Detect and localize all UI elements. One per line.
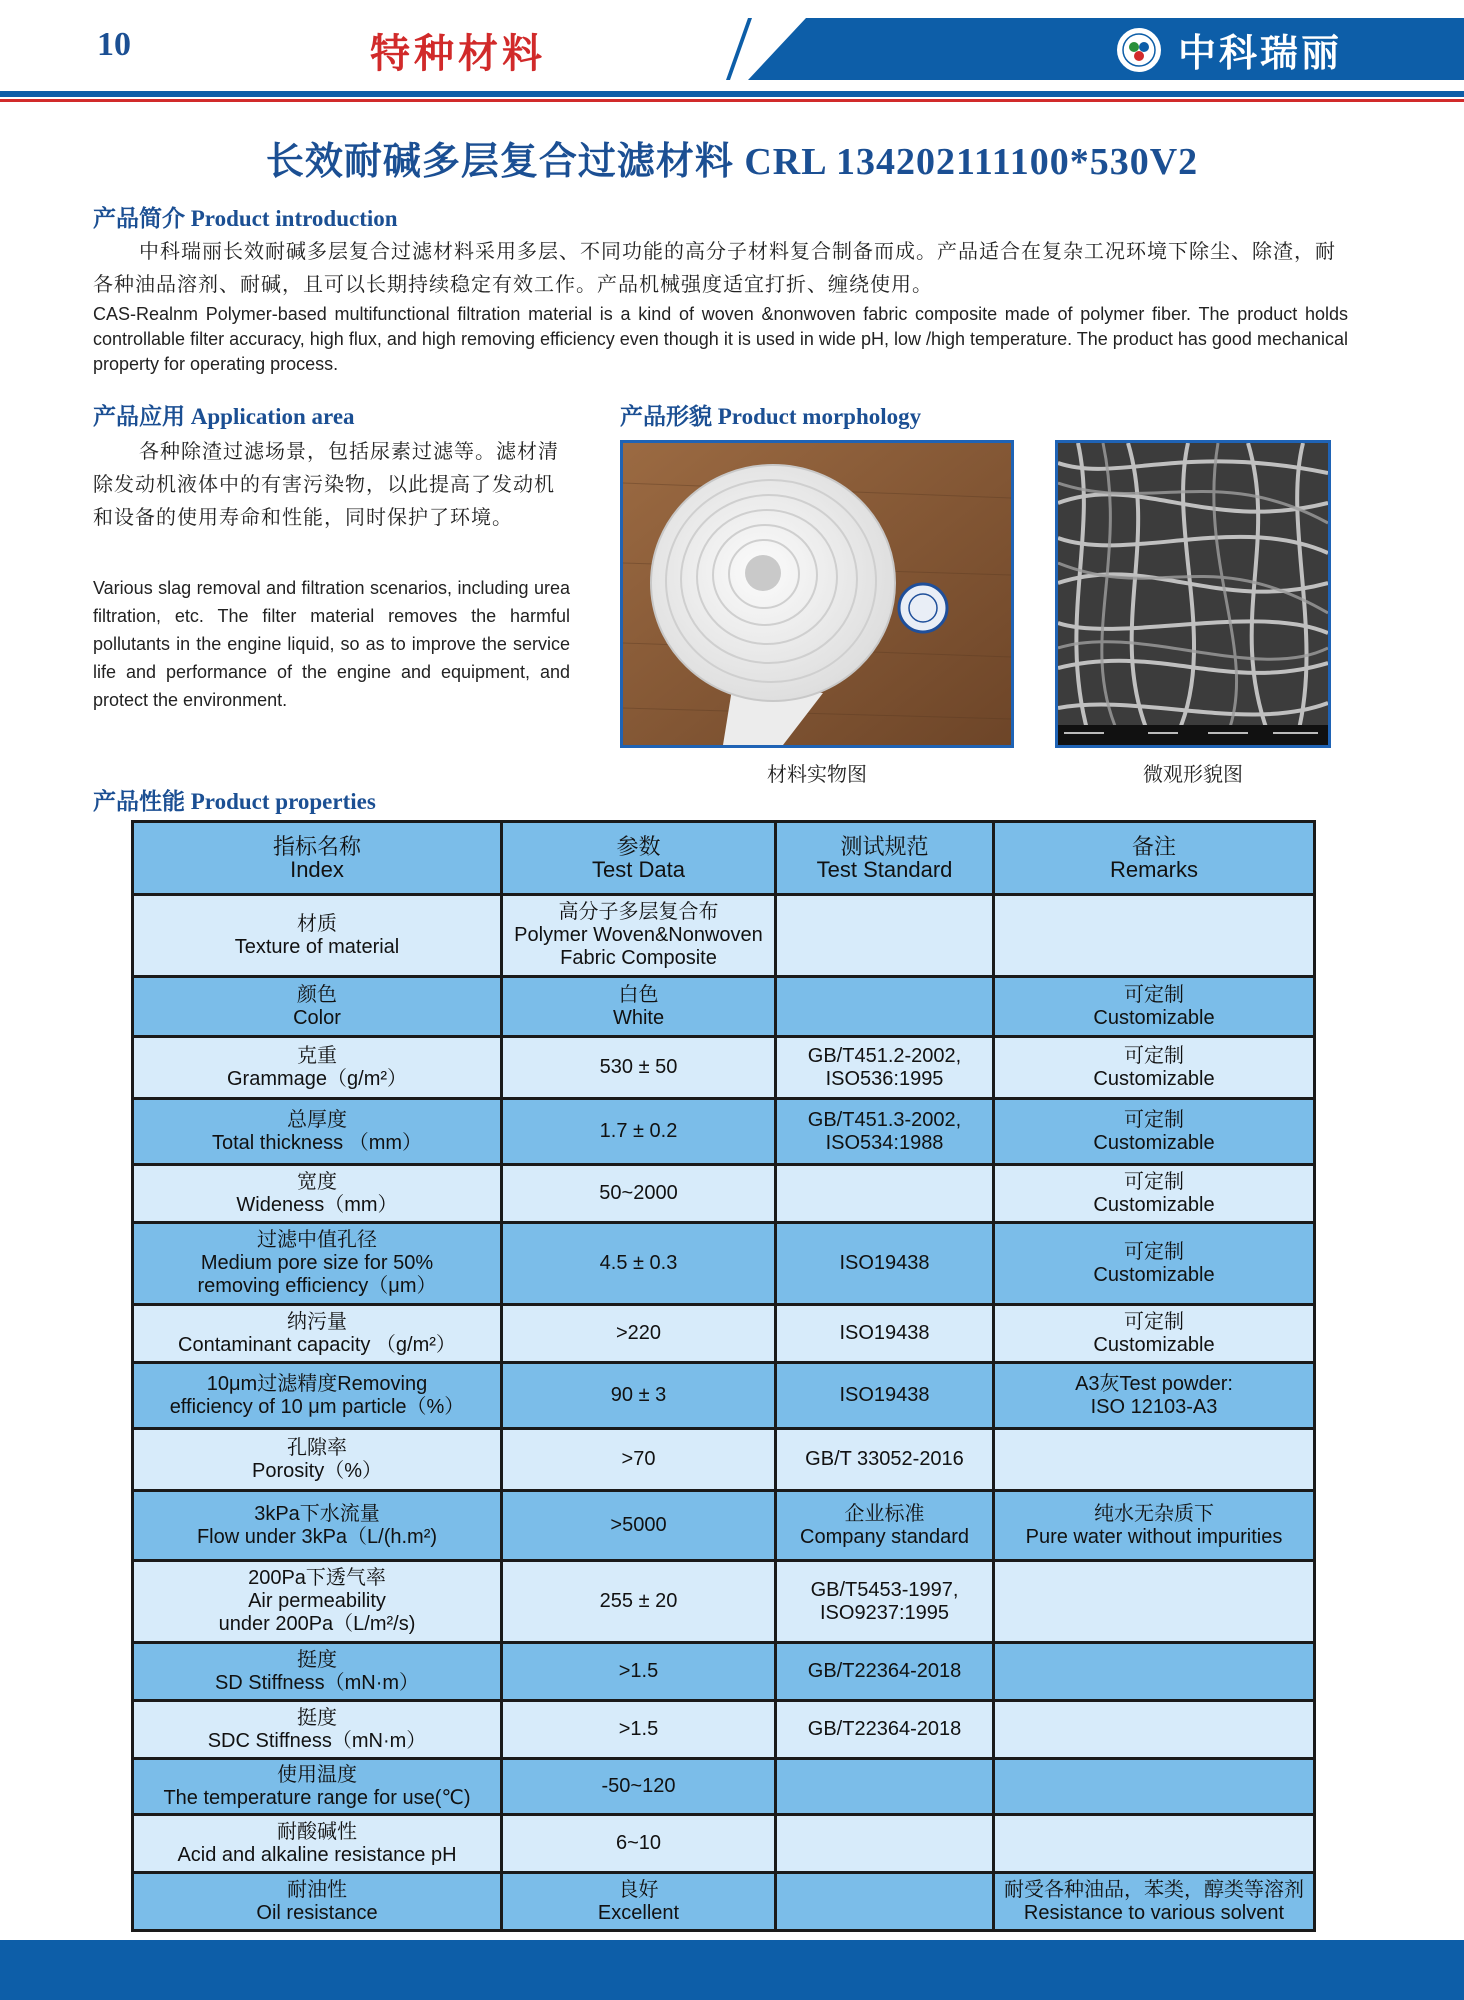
cell-line: 3kPa下水流量 xyxy=(254,1502,380,1525)
index-cell xyxy=(133,1561,502,1643)
application-text-cn: 各种除渣过滤场景，包括尿素过滤等。滤材清除发动机液体中的有害污染物，以此提高了发动机和设备的使用寿命和性能，同时保护了环境。 xyxy=(93,441,559,529)
cell-line: 530 ± 50 xyxy=(599,1056,678,1078)
remarks-cell xyxy=(994,1363,1315,1429)
remarks-cell xyxy=(994,1491,1315,1561)
table-header-row xyxy=(133,822,1315,895)
cell-line: GB/T22364-2018 xyxy=(807,1660,962,1682)
cell-line: 耐受各种油品，苯类，醇类等溶剂 xyxy=(1004,1878,1304,1901)
cell-line: Texture of material xyxy=(234,935,400,958)
intro-text-en: CAS-Realnm Polymer-based multifunctional filtration material is a kind of woven &nonwoven fabric composite made of polymer fiber. The product holds controllable filter accuracy, high flux, and high removing efficiency even though it is used in wide pH, low /high temperature. The product has good mechanical property for operating process. xyxy=(93,304,1348,374)
cell-line: >1.5 xyxy=(618,1660,659,1682)
cell-line: 可定制 xyxy=(1124,1108,1184,1131)
cell-line: 10μm过滤精度Removing xyxy=(206,1372,428,1395)
cell-line: Color xyxy=(293,1006,341,1029)
cell-line: The temperature range for use(℃) xyxy=(163,1786,471,1809)
cell-line: 可定制 xyxy=(1124,1240,1184,1263)
header-rule xyxy=(0,91,1464,97)
standard-cell xyxy=(776,1759,994,1815)
index-cell xyxy=(133,1037,502,1099)
table-row xyxy=(133,1815,1315,1873)
cell-line: Customizable xyxy=(1093,1193,1215,1216)
remarks-cell xyxy=(994,1561,1315,1643)
cell-line: Oil resistance xyxy=(256,1901,378,1924)
cell-line: Pure water without impurities xyxy=(1025,1525,1283,1548)
table-row xyxy=(133,1223,1315,1305)
cell-line: Air permeability xyxy=(248,1590,386,1612)
table-row xyxy=(133,1305,1315,1363)
cell-line: Medium pore size for 50% xyxy=(200,1252,434,1274)
cell-line: 1.7 ± 0.2 xyxy=(599,1120,678,1142)
cell-line: Porosity（%） xyxy=(251,1459,383,1482)
cell-line: >220 xyxy=(615,1322,662,1344)
table-row xyxy=(133,895,1315,977)
standard-cell xyxy=(776,1165,994,1223)
data-cell xyxy=(502,1643,776,1701)
standard-cell xyxy=(776,1429,994,1491)
remarks-cell xyxy=(994,1099,1315,1165)
cell-line: SD Stiffness（mN·m） xyxy=(214,1671,420,1694)
cell-line: 总厚度 xyxy=(287,1108,347,1131)
cell-line: -50~120 xyxy=(601,1775,676,1797)
cell-line: 纳污量 xyxy=(287,1310,347,1333)
header-rule-red xyxy=(0,99,1464,102)
data-cell xyxy=(502,1759,776,1815)
cell-line: Customizable xyxy=(1093,1006,1215,1029)
table-row xyxy=(133,1561,1315,1643)
table-row xyxy=(133,1165,1315,1223)
data-cell xyxy=(502,1873,776,1931)
table-row xyxy=(133,1363,1315,1429)
product-title: 长效耐碱多层复合过滤材料 CRL 134202111100*530V2 xyxy=(265,141,1199,183)
index-cell xyxy=(133,1363,502,1429)
remarks-cell xyxy=(994,1759,1315,1815)
standard-cell xyxy=(776,1099,994,1165)
cell-line: SDC Stiffness（mN·m） xyxy=(207,1729,427,1752)
cell-line: 孔隙率 xyxy=(287,1436,347,1459)
cell-line: GB/T5453-1997, xyxy=(810,1578,959,1601)
standard-cell xyxy=(776,1305,994,1363)
table-row xyxy=(133,1643,1315,1701)
cell-line: White xyxy=(612,1006,665,1029)
data-cell xyxy=(502,1815,776,1873)
cell-line: 耐油性 xyxy=(287,1878,347,1901)
cell-line: 白色 xyxy=(618,983,659,1006)
index-cell xyxy=(133,1643,502,1701)
cell-line: 200Pa下透气率 xyxy=(248,1567,386,1589)
cell-line: Grammage（g/m²） xyxy=(226,1067,408,1090)
remarks-cell xyxy=(994,1429,1315,1491)
cell-line: 高分子多层复合布 xyxy=(558,901,719,923)
cell-line: GB/T 33052-2016 xyxy=(805,1448,964,1470)
cell-line: Acid and alkaline resistance pH xyxy=(177,1843,457,1866)
brand-logo-icon xyxy=(1114,25,1164,75)
intro-heading: 产品简介 Product introduction xyxy=(93,206,398,231)
remarks-cell xyxy=(994,1223,1315,1305)
properties-table xyxy=(131,820,1316,1932)
brand-name: 中科瑞丽 xyxy=(1178,33,1343,75)
remarks-cell xyxy=(994,1305,1315,1363)
cell-line: 良好 xyxy=(618,1878,659,1901)
cell-line: >5000 xyxy=(610,1514,667,1536)
standard-cell xyxy=(776,1643,994,1701)
cell-line: ISO19438 xyxy=(839,1252,930,1274)
cell-line: 材质 xyxy=(297,912,337,935)
index-cell xyxy=(133,1099,502,1165)
column-header: 测试规范 Test Standard xyxy=(776,822,994,895)
cell-line: Fabric Composite xyxy=(560,947,717,969)
footer-bar xyxy=(0,1940,1464,2000)
cell-line: 宽度 xyxy=(297,1170,337,1193)
cell-line: Polymer Woven&Nonwoven xyxy=(514,924,763,946)
cell-line: 颜色 xyxy=(297,983,337,1006)
data-cell xyxy=(502,1491,776,1561)
cell-line: 耐酸碱性 xyxy=(277,1820,357,1843)
application-text-en: Various slag removal and filtration scenarios, including urea filtration, etc. The filter material removes the harmful pollutants in the engine liquid, so as to improve the service life and performance of the engine and equipment, and protect the environment. xyxy=(93,578,570,710)
data-cell xyxy=(502,895,776,977)
product-photo xyxy=(620,440,1014,748)
cell-line: Total thickness （mm） xyxy=(211,1131,423,1154)
morphology-heading: 产品形貌 Product morphology xyxy=(620,404,922,429)
cell-line: Flow under 3kPa（L/(h.m²) xyxy=(196,1525,438,1548)
standard-cell xyxy=(776,1363,994,1429)
cell-line: ISO19438 xyxy=(839,1322,930,1344)
index-cell xyxy=(133,895,502,977)
table-row xyxy=(133,1759,1315,1815)
table-row xyxy=(133,977,1315,1037)
cell-line: 4.5 ± 0.3 xyxy=(599,1252,678,1274)
index-cell xyxy=(133,1491,502,1561)
remarks-cell xyxy=(994,1815,1315,1873)
standard-cell xyxy=(776,1701,994,1759)
standard-cell xyxy=(776,977,994,1037)
index-cell xyxy=(133,1759,502,1815)
cell-line: 50~2000 xyxy=(599,1182,678,1204)
cell-line: ISO9237:1995 xyxy=(820,1601,949,1624)
remarks-cell xyxy=(994,1643,1315,1701)
table-row xyxy=(133,1099,1315,1165)
cell-line: ISO534:1988 xyxy=(825,1131,944,1154)
table-row xyxy=(133,1429,1315,1491)
column-header: 备注 Remarks xyxy=(994,822,1315,895)
table-row xyxy=(133,1873,1315,1931)
photo-caption: 材料实物图 xyxy=(767,764,867,786)
index-cell xyxy=(133,1701,502,1759)
standard-cell xyxy=(776,1223,994,1305)
standard-cell xyxy=(776,1037,994,1099)
index-cell xyxy=(133,1873,502,1931)
cell-line: Contaminant capacity （g/m²） xyxy=(178,1333,456,1356)
cell-line: ISO 12103-A3 xyxy=(1090,1395,1218,1418)
data-cell xyxy=(502,1561,776,1643)
data-cell xyxy=(502,1037,776,1099)
data-cell xyxy=(502,1363,776,1429)
index-cell xyxy=(133,1815,502,1873)
index-cell xyxy=(133,1305,502,1363)
column-header: 指标名称 Index xyxy=(133,822,502,895)
data-cell xyxy=(502,1701,776,1759)
data-cell xyxy=(502,1429,776,1491)
sem-image xyxy=(1055,440,1331,748)
cell-line: Company standard xyxy=(800,1525,969,1548)
cell-line: efficiency of 10 μm particle（%） xyxy=(169,1395,465,1418)
data-cell xyxy=(502,1305,776,1363)
data-cell xyxy=(502,1165,776,1223)
cell-line: Customizable xyxy=(1093,1263,1215,1286)
index-cell xyxy=(133,1223,502,1305)
cell-line: 企业标准 xyxy=(844,1502,925,1525)
cell-line: GB/T451.3-2002, xyxy=(807,1108,962,1131)
remarks-cell xyxy=(994,1165,1315,1223)
column-header: 参数 Test Data xyxy=(502,822,776,895)
cell-line: 挺度 xyxy=(297,1648,337,1671)
cell-line: 克重 xyxy=(297,1044,337,1067)
cell-line: under 200Pa（L/m²/s) xyxy=(218,1613,416,1635)
properties-heading: 产品性能 Product properties xyxy=(93,789,376,814)
table-row xyxy=(133,1037,1315,1099)
cell-line: 可定制 xyxy=(1124,1044,1184,1067)
table-row xyxy=(133,1701,1315,1759)
cell-line: 可定制 xyxy=(1124,1170,1184,1193)
data-cell xyxy=(502,977,776,1037)
data-cell xyxy=(502,1223,776,1305)
standard-cell xyxy=(776,1815,994,1873)
page-number: 10 xyxy=(97,26,131,63)
cell-line: ISO536:1995 xyxy=(825,1067,944,1090)
table-row xyxy=(133,1491,1315,1561)
cell-line: 过滤中值孔径 xyxy=(257,1229,377,1251)
cell-line: 6~10 xyxy=(615,1832,662,1854)
cell-line: Wideness（mm） xyxy=(236,1193,398,1216)
cell-line: 纯水无杂质下 xyxy=(1094,1502,1214,1525)
cell-line: GB/T451.2-2002, xyxy=(807,1044,962,1067)
remarks-cell xyxy=(994,895,1315,977)
standard-cell xyxy=(776,1491,994,1561)
remarks-cell xyxy=(994,1701,1315,1759)
cell-line: Customizable xyxy=(1093,1333,1215,1356)
cell-line: 255 ± 20 xyxy=(599,1590,678,1612)
cell-line: 可定制 xyxy=(1124,983,1184,1006)
section-title: 特种材料 xyxy=(370,31,546,76)
cell-line: removing efficiency（μm） xyxy=(197,1275,437,1297)
standard-cell xyxy=(776,1873,994,1931)
intro-text-cn: 中科瑞丽长效耐碱多层复合过滤材料采用多层、不同功能的高分子材料复合制备而成。产品适合在复杂工况环境下除尘、除渣，耐各种油品溶剂、耐碱，且可以长期持续稳定有效工作。产品机械强度适宜打折、缠绕使用。 xyxy=(93,241,1336,296)
remarks-cell xyxy=(994,977,1315,1037)
application-heading: 产品应用 Application area xyxy=(93,404,355,429)
cell-line: Excellent xyxy=(597,1901,680,1924)
index-cell xyxy=(133,1165,502,1223)
cell-line: Customizable xyxy=(1093,1067,1215,1090)
cell-line: Resistance to various solvent xyxy=(1023,1901,1285,1924)
cell-line: >70 xyxy=(621,1448,656,1470)
data-cell xyxy=(502,1099,776,1165)
sem-caption: 微观形貌图 xyxy=(1143,764,1243,786)
standard-cell xyxy=(776,1561,994,1643)
index-cell xyxy=(133,1429,502,1491)
cell-line: GB/T22364-2018 xyxy=(807,1718,962,1740)
cell-line: 挺度 xyxy=(297,1706,337,1729)
cell-line: 使用温度 xyxy=(277,1763,357,1786)
header-band xyxy=(748,18,1464,80)
cell-line: 90 ± 3 xyxy=(610,1384,667,1406)
remarks-cell xyxy=(994,1873,1315,1931)
header-stripe xyxy=(726,18,752,80)
index-cell xyxy=(133,977,502,1037)
remarks-cell xyxy=(994,1037,1315,1099)
cell-line: A3灰Test powder: xyxy=(1075,1372,1233,1395)
standard-cell xyxy=(776,895,994,977)
cell-line: >1.5 xyxy=(618,1718,659,1740)
cell-line: Customizable xyxy=(1093,1131,1215,1154)
cell-line: ISO19438 xyxy=(839,1384,930,1406)
cell-line: 可定制 xyxy=(1124,1310,1184,1333)
